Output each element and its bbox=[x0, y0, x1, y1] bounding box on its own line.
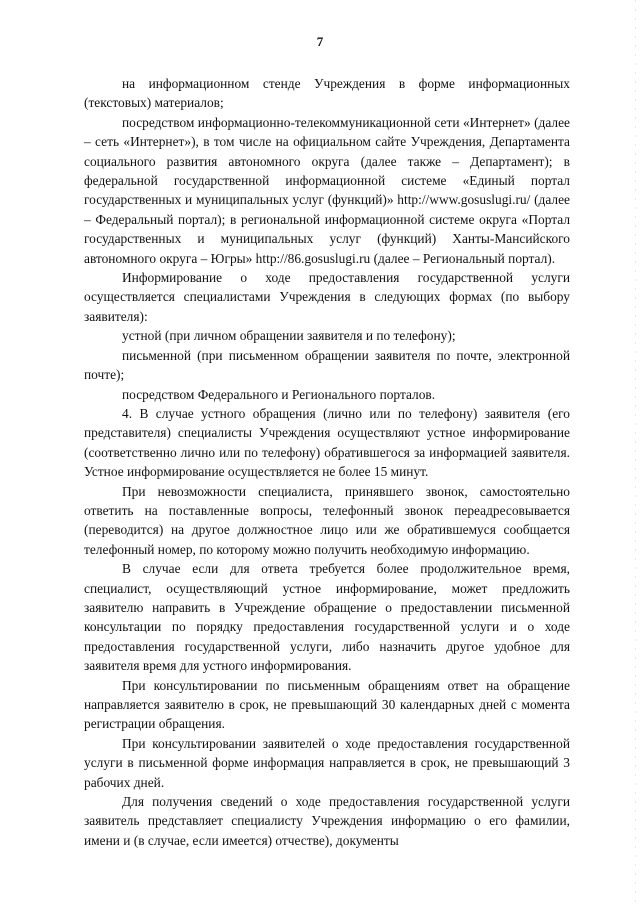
paragraph-written-form: письменной (при письменном обращении заявителя по почте, электронной почте); bbox=[84, 347, 570, 383]
paragraph-written-requests: При консультировании по письменным обращениям ответ на обращение направляется заявителю в срок, не превышающий 30 календарных дней с момента регистрации обращения. bbox=[84, 677, 570, 732]
page-number: 7 bbox=[316, 34, 324, 49]
scan-edge-mark bbox=[635, 0, 636, 905]
paragraph-call-redirect: При невозможности специалиста, принявшего звонок, самостоятельно ответить на поставленные вопросы, телефонный звонок переадресовывается (переводится) на другое должностное лицо или же обратившемуся сообщается телефонный номер, по которому можно получить необходимую информацию. bbox=[84, 483, 570, 557]
paragraph-status-info: Для получения сведений о ходе предоставления государственной услуги заявитель представляет специалисту Учреждения информацию о его фамилии, имени и (в случае, если имеется) отчестве), документы bbox=[84, 794, 570, 848]
document-body bbox=[84, 74, 570, 850]
paragraph-oral-form: устной (при личном обращении заявителя и по телефону); bbox=[122, 328, 456, 344]
paragraph-info-stand: на информационном стенде Учреждения в форме информационных (текстовых) материалов; bbox=[84, 76, 570, 111]
paragraph-portals-form: посредством Федерального и Регионального порталов. bbox=[122, 386, 436, 402]
paragraph-informing-forms: Информирование о ходе предоставления государственной услуги осуществляется специалистами Учреждения в следующих формах (по выбору заявителя): bbox=[84, 270, 570, 324]
paragraph-internet: посредством информационно-телекоммуникационной сети «Интернет» (далее – сеть «Интернет»), в том числе на официальном сайте Учреждения, Департамента социального развития автономного округа (далее также – Департамент); в федеральной государственной информационной системе «Единый портал государственных и муниципальных услуг (функций)» http://www.gosuslugi.ru/ (далее – Федеральный портал); в региональной информационной системе округа «Портал государственных и муниципальных услуг (функций) Ханты-Мансийского автономного округа – Югры» http://86.gosuslugi.ru (далее – Региональный портал). bbox=[84, 114, 570, 266]
paragraph-written-consulting: При консультировании заявителей о ходе предоставления государственной услуги в письменной форме информация направляется в срок, не превышающий 3 рабочих дней. bbox=[84, 735, 570, 790]
paragraph-item-4: 4. В случае устного обращения (лично или по телефону) заявителя (его представителя) специалисты Учреждения осуществляют устное информирование (соответственно лично или по телефону) обратившегося за информацией заявителя. Устное информирование осуществляется не более 15 минут. bbox=[84, 405, 570, 480]
paragraph-longer-response: В случае если для ответа требуется более продолжительное время, специалист, осуществляющий устное информирование, может предложить заявителю направить в Учреждение обращение о предоставлении письменной консультации по порядку предоставления государственной услуги и о ходе предоставления государственной услуги, либо назначить другое удобное для заявителя время для устного информирования. bbox=[84, 561, 570, 674]
